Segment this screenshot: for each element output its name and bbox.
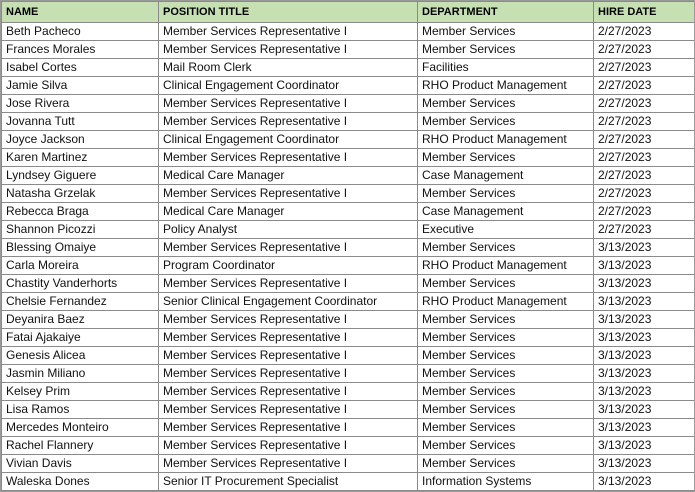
cell-name[interactable]: Genesis Alicea xyxy=(2,347,159,365)
cell-department[interactable]: Member Services xyxy=(418,329,594,347)
cell-hire-date[interactable]: 3/13/2023 xyxy=(594,275,695,293)
cell-hire-date[interactable]: 3/13/2023 xyxy=(594,257,695,275)
column-header-department[interactable]: DEPARTMENT xyxy=(418,2,594,23)
cell-position-title[interactable]: Program Coordinator xyxy=(159,257,418,275)
cell-name[interactable]: Jose Rivera xyxy=(2,95,159,113)
cell-department[interactable]: Member Services xyxy=(418,401,594,419)
cell-hire-date[interactable]: 2/27/2023 xyxy=(594,221,695,239)
cell-department[interactable]: Member Services xyxy=(418,275,594,293)
table-row[interactable] xyxy=(2,257,695,275)
table-row[interactable] xyxy=(2,419,695,437)
cell-position-title[interactable]: Member Services Representative I xyxy=(159,113,418,131)
cell-hire-date[interactable]: 2/27/2023 xyxy=(594,59,695,77)
cell-position-title[interactable]: Member Services Representative I xyxy=(159,365,418,383)
cell-hire-date[interactable]: 3/13/2023 xyxy=(594,365,695,383)
header-row xyxy=(2,2,695,23)
cell-hire-date[interactable]: 2/27/2023 xyxy=(594,167,695,185)
cell-hire-date[interactable]: 2/27/2023 xyxy=(594,77,695,95)
cell-hire-date[interactable]: 2/27/2023 xyxy=(594,185,695,203)
table-row[interactable] xyxy=(2,293,695,311)
cell-position-title[interactable]: Member Services Representative I xyxy=(159,149,418,167)
cell-name[interactable]: Joyce Jackson xyxy=(2,131,159,149)
cell-name[interactable]: Carla Moreira xyxy=(2,257,159,275)
cell-hire-date[interactable]: 2/27/2023 xyxy=(594,149,695,167)
cell-hire-date[interactable]: 2/27/2023 xyxy=(594,113,695,131)
cell-position-title[interactable]: Mail Room Clerk xyxy=(159,59,418,77)
cell-department[interactable]: Member Services xyxy=(418,455,594,473)
table-row[interactable] xyxy=(2,473,695,491)
cell-position-title[interactable]: Medical Care Manager xyxy=(159,167,418,185)
table-row[interactable] xyxy=(2,383,695,401)
cell-department[interactable]: Member Services xyxy=(418,383,594,401)
cell-position-title[interactable]: Member Services Representative I xyxy=(159,383,418,401)
cell-department[interactable]: Member Services xyxy=(418,365,594,383)
cell-name[interactable]: Isabel Cortes xyxy=(2,59,159,77)
table-row[interactable] xyxy=(2,41,695,59)
table-row[interactable] xyxy=(2,131,695,149)
table-row[interactable] xyxy=(2,149,695,167)
table-row[interactable] xyxy=(2,401,695,419)
cell-name[interactable]: Beth Pacheco xyxy=(2,23,159,41)
cell-position-title[interactable]: Clinical Engagement Coordinator xyxy=(159,131,418,149)
cell-position-title[interactable]: Member Services Representative I xyxy=(159,311,418,329)
table-row[interactable] xyxy=(2,239,695,257)
cell-hire-date[interactable]: 3/13/2023 xyxy=(594,347,695,365)
cell-department[interactable]: Member Services xyxy=(418,185,594,203)
cell-name[interactable]: Jasmin Miliano xyxy=(2,365,159,383)
cell-position-title[interactable]: Member Services Representative I xyxy=(159,437,418,455)
table-row[interactable] xyxy=(2,311,695,329)
cell-name[interactable]: Natasha Grzelak xyxy=(2,185,159,203)
table-row[interactable] xyxy=(2,113,695,131)
cell-position-title[interactable]: Member Services Representative I xyxy=(159,347,418,365)
cell-department[interactable]: Information Systems xyxy=(418,473,594,491)
column-header-position-title[interactable]: POSITION TITLE xyxy=(159,2,418,23)
cell-department[interactable]: Case Management xyxy=(418,203,594,221)
cell-position-title[interactable]: Medical Care Manager xyxy=(159,203,418,221)
cell-name[interactable]: Frances Morales xyxy=(2,41,159,59)
cell-hire-date[interactable]: 3/13/2023 xyxy=(594,419,695,437)
cell-hire-date[interactable]: 3/13/2023 xyxy=(594,455,695,473)
cell-department[interactable]: Member Services xyxy=(418,113,594,131)
cell-position-title[interactable]: Member Services Representative I xyxy=(159,401,418,419)
cell-name[interactable]: Blessing Omaiye xyxy=(2,239,159,257)
table-row[interactable] xyxy=(2,329,695,347)
cell-position-title[interactable]: Senior Clinical Engagement Coordinator xyxy=(159,293,418,311)
column-header-name[interactable]: NAME xyxy=(2,2,159,23)
table-row[interactable] xyxy=(2,275,695,293)
table-row[interactable] xyxy=(2,185,695,203)
cell-department[interactable]: Member Services xyxy=(418,95,594,113)
cell-position-title[interactable]: Clinical Engagement Coordinator xyxy=(159,77,418,95)
table-row[interactable] xyxy=(2,203,695,221)
cell-department[interactable]: Member Services xyxy=(418,311,594,329)
cell-name[interactable]: Karen Martinez xyxy=(2,149,159,167)
cell-position-title[interactable]: Member Services Representative I xyxy=(159,329,418,347)
cell-position-title[interactable]: Member Services Representative I xyxy=(159,185,418,203)
cell-name[interactable]: Mercedes Monteiro xyxy=(2,419,159,437)
table-row[interactable] xyxy=(2,455,695,473)
cell-position-title[interactable]: Member Services Representative I xyxy=(159,95,418,113)
cell-name[interactable]: Jovanna Tutt xyxy=(2,113,159,131)
table-row[interactable] xyxy=(2,221,695,239)
cell-department[interactable]: Member Services xyxy=(418,419,594,437)
table-row[interactable] xyxy=(2,365,695,383)
cell-department[interactable]: Facilities xyxy=(418,59,594,77)
cell-name[interactable]: Rachel Flannery xyxy=(2,437,159,455)
cell-department[interactable]: Member Services xyxy=(418,23,594,41)
cell-position-title[interactable]: Member Services Representative I xyxy=(159,23,418,41)
cell-department[interactable]: Member Services xyxy=(418,149,594,167)
cell-position-title[interactable]: Policy Analyst xyxy=(159,221,418,239)
cell-position-title[interactable]: Member Services Representative I xyxy=(159,455,418,473)
cell-name[interactable]: Shannon Picozzi xyxy=(2,221,159,239)
cell-name[interactable]: Lyndsey Giguere xyxy=(2,167,159,185)
table-row[interactable] xyxy=(2,347,695,365)
cell-hire-date[interactable]: 2/27/2023 xyxy=(594,95,695,113)
cell-hire-date[interactable]: 3/13/2023 xyxy=(594,293,695,311)
cell-position-title[interactable]: Senior IT Procurement Specialist xyxy=(159,473,418,491)
cell-hire-date[interactable]: 2/27/2023 xyxy=(594,41,695,59)
cell-department[interactable]: Case Management xyxy=(418,167,594,185)
cell-name[interactable]: Fatai Ajakaiye xyxy=(2,329,159,347)
cell-name[interactable]: Jamie Silva xyxy=(2,77,159,95)
table-row[interactable] xyxy=(2,167,695,185)
cell-hire-date[interactable]: 2/27/2023 xyxy=(594,23,695,41)
table-row[interactable] xyxy=(2,77,695,95)
cell-department[interactable]: Member Services xyxy=(418,239,594,257)
cell-name[interactable]: Waleska Dones xyxy=(2,473,159,491)
cell-hire-date[interactable]: 3/13/2023 xyxy=(594,401,695,419)
cell-position-title[interactable]: Member Services Representative I xyxy=(159,41,418,59)
cell-name[interactable]: Deyanira Baez xyxy=(2,311,159,329)
cell-department[interactable]: RHO Product Management xyxy=(418,257,594,275)
cell-name[interactable]: Rebecca Braga xyxy=(2,203,159,221)
cell-department[interactable]: Member Services xyxy=(418,41,594,59)
table-row[interactable] xyxy=(2,59,695,77)
cell-position-title[interactable]: Member Services Representative I xyxy=(159,419,418,437)
cell-department[interactable]: Member Services xyxy=(418,437,594,455)
cell-department[interactable]: RHO Product Management xyxy=(418,293,594,311)
cell-department[interactable]: Member Services xyxy=(418,347,594,365)
cell-name[interactable]: Vivian Davis xyxy=(2,455,159,473)
cell-department[interactable]: Executive xyxy=(418,221,594,239)
cell-hire-date[interactable]: 3/13/2023 xyxy=(594,383,695,401)
cell-department[interactable]: RHO Product Management xyxy=(418,77,594,95)
column-header-hire-date[interactable]: HIRE DATE xyxy=(594,2,695,23)
cell-hire-date[interactable]: 2/27/2023 xyxy=(594,203,695,221)
cell-name[interactable]: Chelsie Fernandez xyxy=(2,293,159,311)
cell-name[interactable]: Chastity Vanderhorts xyxy=(2,275,159,293)
table-row[interactable] xyxy=(2,95,695,113)
cell-name[interactable]: Kelsey Prim xyxy=(2,383,159,401)
cell-hire-date[interactable]: 3/13/2023 xyxy=(594,437,695,455)
cell-position-title[interactable]: Member Services Representative I xyxy=(159,275,418,293)
cell-name[interactable]: Lisa Ramos xyxy=(2,401,159,419)
cell-hire-date[interactable]: 3/13/2023 xyxy=(594,473,695,491)
cell-hire-date[interactable]: 3/13/2023 xyxy=(594,311,695,329)
table-row[interactable] xyxy=(2,437,695,455)
table-body xyxy=(2,23,695,491)
hire-table xyxy=(1,1,695,491)
cell-hire-date[interactable]: 2/27/2023 xyxy=(594,131,695,149)
cell-hire-date[interactable]: 3/13/2023 xyxy=(594,239,695,257)
cell-hire-date[interactable]: 3/13/2023 xyxy=(594,329,695,347)
table-row[interactable] xyxy=(2,23,695,41)
cell-department[interactable]: RHO Product Management xyxy=(418,131,594,149)
cell-position-title[interactable]: Member Services Representative I xyxy=(159,239,418,257)
